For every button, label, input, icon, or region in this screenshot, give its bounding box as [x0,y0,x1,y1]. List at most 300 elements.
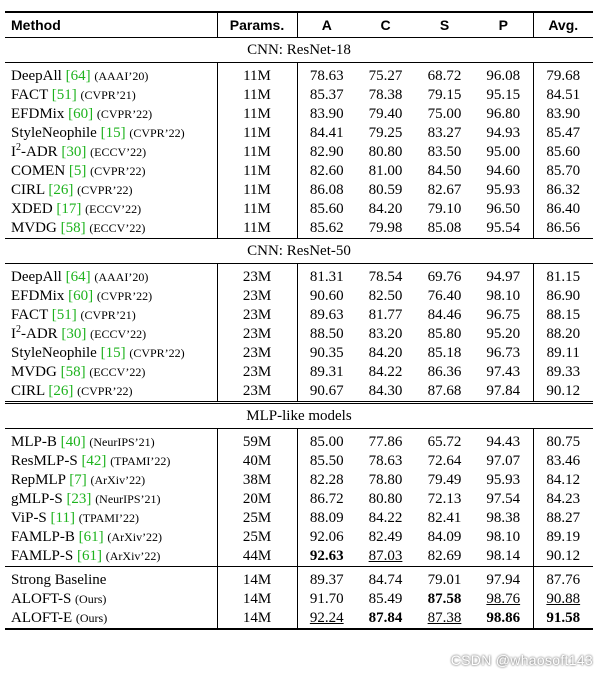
score-a [297,528,356,547]
params-cell [217,325,297,344]
params-cell-value: 23M [242,383,272,399]
score-p-value: 97.84 [486,383,521,399]
score-s [415,509,474,528]
score-s-value: 79.01 [427,572,462,588]
venue-label: (CVPR’22) [96,107,153,121]
score-s [415,429,474,453]
score-c [356,306,415,325]
score-c [356,609,415,629]
score-c-value: 80.80 [368,491,403,507]
score-a [297,452,356,471]
score-a [297,143,356,162]
score-a-value: 88.09 [309,510,344,526]
score-a [297,509,356,528]
params-cell-value: 11M [243,163,271,179]
score-s [415,363,474,382]
score-c-value: 79.25 [368,125,403,141]
score-a [297,325,356,344]
score-a-value: 82.28 [309,472,344,488]
score-c [356,124,415,143]
score-p [474,63,533,87]
params-cell [217,609,297,629]
table-row [5,105,593,124]
score-s [415,306,474,325]
score-p [474,143,533,162]
params-cell-value: 11M [243,144,271,160]
score-a [297,363,356,382]
score-a-value: 82.90 [309,144,344,160]
score-p-value: 97.07 [486,453,521,469]
params-cell-value: 40M [242,453,272,469]
score-c [356,63,415,87]
score-a [297,105,356,124]
table-row [5,287,593,306]
score-avg [533,63,593,87]
score-avg-value: 84.51 [546,87,581,103]
venue-label: (CVPR’21) [80,88,136,102]
venue-label: (CVPR’21) [80,308,136,322]
venue-label: (ECCV’22) [89,365,146,379]
params-cell-value: 11M [243,125,271,141]
venue-label: (AAAI’20) [94,270,149,284]
score-s-value: 83.27 [427,125,462,141]
score-avg-value: 86.90 [546,288,581,304]
score-p-value: 96.08 [486,68,521,84]
score-avg-value: 86.56 [546,220,581,236]
method-cell [5,105,217,124]
table-row [5,609,593,629]
params-cell [217,567,297,591]
method-name: StyleNeophile [11,125,97,141]
params-cell-value: 23M [242,364,272,380]
score-c [356,547,415,567]
score-avg-value: 90.12 [546,383,581,399]
score-avg [533,219,593,239]
score-a-value: 91.70 [309,591,344,607]
citation-link: [42] [81,453,107,469]
score-avg-value: 91.58 [546,610,581,626]
params-cell [217,124,297,143]
section-resnet50: CNN: ResNet-50 [5,239,593,264]
score-s [415,528,474,547]
score-avg-value: 79.68 [546,68,581,84]
score-p-value: 95.54 [486,220,521,236]
method-cell [5,363,217,382]
score-avg [533,590,593,609]
score-avg [533,490,593,509]
table-row [5,219,593,239]
params-cell-value: 38M [242,472,272,488]
score-s-value: 85.80 [427,326,462,342]
score-c [356,264,415,288]
method-name: MVDG [11,220,57,236]
score-s [415,325,474,344]
col-header-p: P [474,12,533,38]
citation-link: [30] [61,144,87,160]
params-cell [217,200,297,219]
score-a-value: 85.37 [309,87,344,103]
score-s [415,200,474,219]
score-a [297,219,356,239]
citation-link: [58] [60,220,86,236]
score-c [356,429,415,453]
method-name: COMEN [11,163,66,179]
score-s [415,105,474,124]
score-p-value: 94.93 [486,125,521,141]
score-p [474,567,533,591]
method-cell [5,452,217,471]
score-c-value: 84.20 [368,201,403,217]
method-name: RepMLP [11,472,66,488]
table-row [5,509,593,528]
method-cell [5,63,217,87]
method-cell [5,590,217,609]
score-s [415,609,474,629]
venue-label: (TPAMI’22) [110,454,171,468]
score-c-value: 82.49 [368,529,403,545]
score-s [415,219,474,239]
score-p [474,105,533,124]
params-cell-value: 11M [243,106,271,122]
score-s-value: 87.68 [427,383,462,399]
score-avg [533,306,593,325]
col-header-a: A [297,12,356,38]
venue-label: (CVPR’22) [96,289,153,303]
citation-link: [5] [68,163,87,179]
citation-link: [23] [66,491,92,507]
results-table [5,11,593,630]
method-superscript: 2 [16,142,21,153]
method-name: ALOFT-S [11,591,72,607]
venue-label: (TPAMI’22) [78,511,139,525]
score-p [474,162,533,181]
score-a [297,162,356,181]
score-c [356,363,415,382]
score-s-value: 79.15 [427,87,462,103]
score-avg-value: 88.27 [546,510,581,526]
score-c [356,162,415,181]
params-cell [217,306,297,325]
method-cell [5,344,217,363]
score-c [356,528,415,547]
method-name-suffix: -ADR [21,144,58,160]
score-p-value: 98.10 [486,288,521,304]
method-cell [5,382,217,403]
score-avg-value: 83.90 [546,106,581,122]
score-a-value: 90.67 [309,383,344,399]
score-avg-value: 89.33 [546,364,581,380]
score-c [356,509,415,528]
score-avg-value: 85.60 [546,144,581,160]
score-a [297,264,356,288]
score-c [356,452,415,471]
score-s-value: 82.69 [427,548,462,564]
params-cell [217,86,297,105]
score-p [474,429,533,453]
score-c-value: 79.40 [368,106,403,122]
params-cell [217,452,297,471]
params-cell [217,490,297,509]
score-a [297,124,356,143]
score-c-value: 78.54 [368,269,403,285]
params-cell [217,219,297,239]
score-c [356,287,415,306]
score-s-value: 83.50 [427,144,462,160]
citation-link: [15] [100,125,126,141]
score-a-value: 86.08 [309,182,344,198]
score-a-value: 86.72 [309,491,344,507]
col-header-avg: Avg. [533,12,593,38]
params-cell-value: 25M [242,510,272,526]
section-resnet18: CNN: ResNet-18 [5,38,593,63]
score-c [356,567,415,591]
venue-label: (ECCV’22) [85,202,142,216]
score-avg-value: 90.88 [546,591,581,607]
score-avg-value: 80.75 [546,434,581,450]
score-p-value: 95.93 [486,472,521,488]
score-a-value: 82.60 [309,163,344,179]
score-a [297,200,356,219]
table-row [5,200,593,219]
citation-link: [58] [60,364,86,380]
score-a-value: 85.60 [309,201,344,217]
venue-label: (CVPR’22) [90,164,146,178]
watermark: CSDN @whaosoft143 [450,652,593,668]
score-s [415,124,474,143]
method-name: ResMLP-S [11,453,78,469]
score-avg-value: 90.12 [546,548,581,564]
score-s-value: 69.76 [427,269,462,285]
score-s-value: 79.10 [427,201,462,217]
score-avg [533,344,593,363]
table-row [5,490,593,509]
score-p [474,86,533,105]
method-cell [5,471,217,490]
params-cell [217,547,297,567]
citation-link: [64] [65,68,91,84]
method-name: ViP-S [11,510,47,526]
score-a [297,429,356,453]
score-avg [533,143,593,162]
score-s-value: 72.64 [427,453,462,469]
venue-label: (ECCV’22) [90,145,147,159]
score-a-value: 90.60 [309,288,344,304]
table-row [5,429,593,453]
score-avg [533,382,593,403]
score-avg-value: 87.76 [546,572,581,588]
score-a [297,590,356,609]
score-s [415,344,474,363]
score-avg [533,86,593,105]
params-cell-value: 59M [242,434,272,450]
table-row [5,143,593,162]
score-p-value: 96.73 [486,345,521,361]
score-p-value: 95.93 [486,182,521,198]
score-p-value: 97.94 [486,572,521,588]
score-a [297,63,356,87]
citation-link: [30] [61,326,87,342]
score-avg [533,264,593,288]
score-p [474,124,533,143]
venue-label: (Ours) [75,611,108,625]
table-row [5,124,593,143]
venue-label: (ArXiv’22) [107,530,163,544]
score-avg [533,609,593,629]
params-cell-value: 20M [242,491,272,507]
method-cell [5,143,217,162]
method-name: FACT [11,307,48,323]
method-cell [5,200,217,219]
score-a [297,306,356,325]
table-row [5,181,593,200]
score-c-value: 78.80 [368,472,403,488]
score-c-value: 84.22 [368,364,403,380]
method-name: DeepAll [11,68,62,84]
table-row [5,63,593,87]
method-name: FAMLP-S [11,548,74,564]
method-name: ALOFT-E [11,610,73,626]
score-a [297,181,356,200]
venue-label: (CVPR’22) [129,126,185,140]
score-a-value: 89.63 [309,307,344,323]
method-cell [5,219,217,239]
score-a-value: 85.00 [309,434,344,450]
score-c [356,344,415,363]
col-header-method: Method [5,12,217,38]
score-s [415,471,474,490]
params-cell [217,287,297,306]
method-cell [5,547,217,567]
col-header-c: C [356,12,415,38]
col-header-s: S [415,12,474,38]
score-p [474,528,533,547]
score-p [474,287,533,306]
table-row [5,590,593,609]
table-row [5,452,593,471]
score-avg [533,363,593,382]
score-s-value: 79.49 [427,472,462,488]
venue-label: (ECCV’22) [90,327,147,341]
score-a [297,471,356,490]
params-cell-value: 11M [243,220,271,236]
score-a-value: 89.37 [309,572,344,588]
score-c-value: 81.77 [368,307,403,323]
method-name: CIRL [11,182,45,198]
table-row [5,547,593,567]
score-s-value: 65.72 [427,434,462,450]
citation-link: [61] [78,529,104,545]
score-s [415,143,474,162]
score-p [474,363,533,382]
score-p-value: 96.50 [486,201,521,217]
citation-link: [51] [51,87,77,103]
params-cell [217,363,297,382]
score-avg [533,452,593,471]
table-row [5,86,593,105]
score-avg-value: 88.15 [546,307,581,323]
score-c [356,105,415,124]
params-cell [217,471,297,490]
params-cell-value: 44M [242,548,272,564]
venue-label: (Ours) [75,592,107,606]
score-p [474,344,533,363]
score-s-value: 84.09 [427,529,462,545]
score-p-value: 98.10 [486,529,521,545]
score-avg [533,509,593,528]
score-c [356,181,415,200]
score-p [474,382,533,403]
score-c-value: 78.63 [368,453,403,469]
citation-link: [64] [65,269,91,285]
score-c [356,490,415,509]
score-avg-value: 83.46 [546,453,581,469]
method-name: MVDG [11,364,57,380]
score-s-value: 72.13 [427,491,462,507]
params-cell-value: 23M [242,269,272,285]
params-cell-value: 25M [242,529,272,545]
table-row [5,344,593,363]
score-p-value: 96.75 [486,307,521,323]
score-avg-value: 89.19 [546,529,581,545]
score-avg-value: 84.12 [546,472,581,488]
params-cell [217,590,297,609]
method-name: Strong Baseline [11,572,107,588]
params-cell-value: 14M [242,572,272,588]
section-header-row [5,403,593,429]
score-s [415,382,474,403]
score-s-value: 86.36 [427,364,462,380]
section-header-row [5,239,593,264]
method-cell [5,264,217,288]
method-name: FACT [11,87,48,103]
score-s [415,590,474,609]
score-c-value: 84.74 [368,572,403,588]
score-c [356,86,415,105]
score-p-value: 94.43 [486,434,521,450]
score-s [415,287,474,306]
score-s [415,181,474,200]
venue-label: (ArXiv’22) [105,549,161,563]
score-s-value: 76.40 [427,288,462,304]
params-cell-value: 11M [243,68,271,84]
score-p [474,547,533,567]
score-avg-value: 85.70 [546,163,581,179]
score-avg [533,547,593,567]
venue-label: (AAAI’20) [94,69,149,83]
score-p [474,590,533,609]
table-row [5,162,593,181]
score-a-value: 88.50 [309,326,344,342]
citation-link: [15] [100,345,126,361]
citation-link: [40] [60,434,86,450]
score-p [474,264,533,288]
score-p [474,219,533,239]
score-s-value: 84.50 [427,163,462,179]
score-s [415,567,474,591]
score-p-value: 96.80 [486,106,521,122]
score-p [474,452,533,471]
params-cell-value: 23M [242,307,272,323]
params-cell [217,528,297,547]
score-p-value: 98.86 [486,610,521,626]
score-s-value: 85.08 [427,220,462,236]
score-c-value: 85.49 [368,591,403,607]
score-p-value: 98.14 [486,548,521,564]
score-a-value: 92.24 [309,610,344,626]
method-cell [5,124,217,143]
score-s [415,63,474,87]
score-p [474,325,533,344]
